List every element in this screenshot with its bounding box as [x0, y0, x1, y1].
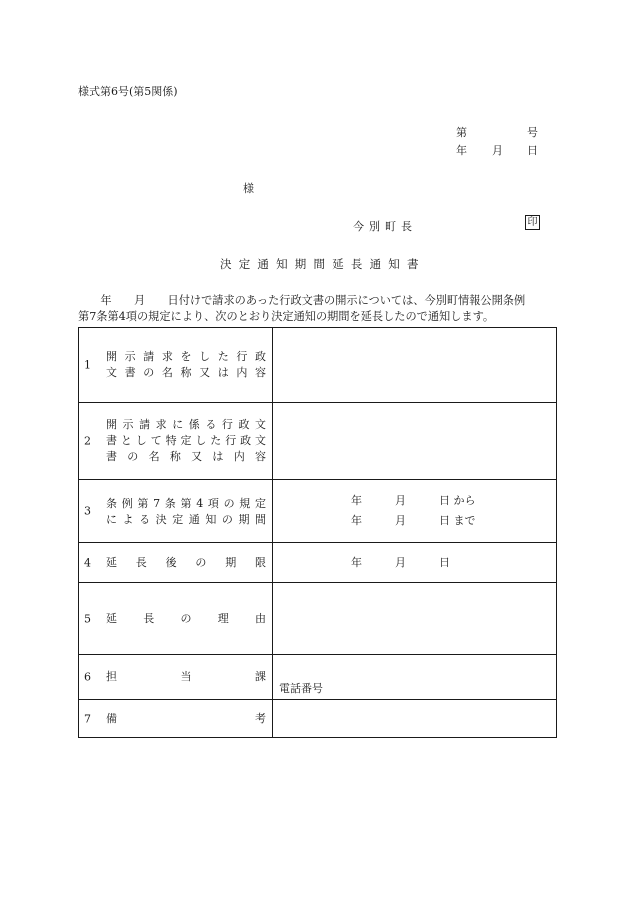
row-1-label: 開示請求をした行政 文書の名称又は内容 [106, 350, 266, 379]
row-2-number: 2 [84, 434, 91, 448]
issue-date-year: 年 [456, 144, 467, 157]
row-2-label-cell [79, 403, 273, 480]
document-number-prefix: 第 [456, 126, 467, 139]
row-6-number: 6 [84, 670, 91, 684]
row-7-label: 備考 [106, 712, 266, 725]
seal-mark: 印 [525, 215, 540, 230]
period-from: 年 月 日 から [351, 494, 476, 507]
row-6-label: 担当課 [106, 670, 266, 683]
row-1-number: 1 [84, 358, 91, 372]
table-row-1 [79, 328, 557, 403]
document-number-suffix: 号 [527, 126, 538, 139]
issuer-name: 今別町長 [353, 220, 417, 233]
table-row-7 [79, 700, 557, 738]
row-6-label-cell [79, 655, 273, 700]
row-4-label: 延長後の期限 [106, 556, 266, 569]
table-row-4 [79, 543, 557, 583]
row-4-number: 4 [84, 556, 91, 569]
row-7-label-cell [79, 700, 273, 738]
form-number-label: 様式第6号(第5関係) [78, 85, 178, 98]
row-5-label: 延長の理由 [106, 612, 266, 625]
row-7-value-cell [273, 700, 557, 738]
period-to: 年 月 日 まで [351, 514, 476, 527]
table-row-2 [79, 403, 557, 480]
row-1-value-cell [273, 328, 557, 403]
document-title: 決定通知期間延長通知書 [220, 257, 426, 271]
table-row-6 [79, 655, 557, 700]
row-2-value-cell [273, 403, 557, 480]
row-5-number: 5 [84, 612, 91, 625]
row-3-value-cell [273, 480, 557, 543]
body-line-2: 第7条第4項の規定により、次のとおり決定通知の期間を延長したので通知します。 [78, 310, 495, 323]
row-3-label: 条例第7条第4項の規定 による決定通知の期間 [106, 497, 266, 526]
row-2-label: 開示請求に係る行政文 書として特定した行政文 書の名称又は内容 [106, 418, 266, 463]
phone-number-label: 電話番号 [279, 682, 323, 695]
row-5-label-cell [79, 583, 273, 655]
period-range [351, 491, 476, 531]
row-1-label-cell [79, 328, 273, 403]
row-3-number: 3 [84, 504, 91, 518]
extended-deadline: 年 月 日 [351, 556, 450, 569]
row-4-value-cell [273, 543, 557, 583]
row-7-number: 7 [84, 712, 91, 725]
table-row-3 [79, 480, 557, 543]
table-row-5 [79, 583, 557, 655]
addressee-suffix: 様 [243, 182, 254, 195]
row-6-value-cell [273, 655, 557, 700]
issue-date-day: 日 [527, 144, 538, 157]
issue-date-month: 月 [492, 144, 503, 157]
row-4-label-cell [79, 543, 273, 583]
body-paragraph [78, 293, 562, 325]
body-line-1: 年 月 日付けで請求のあった行政文書の開示については、今別町情報公開条例 [78, 294, 526, 307]
row-5-value-cell [273, 583, 557, 655]
notice-table [78, 327, 557, 738]
row-3-label-cell [79, 480, 273, 543]
